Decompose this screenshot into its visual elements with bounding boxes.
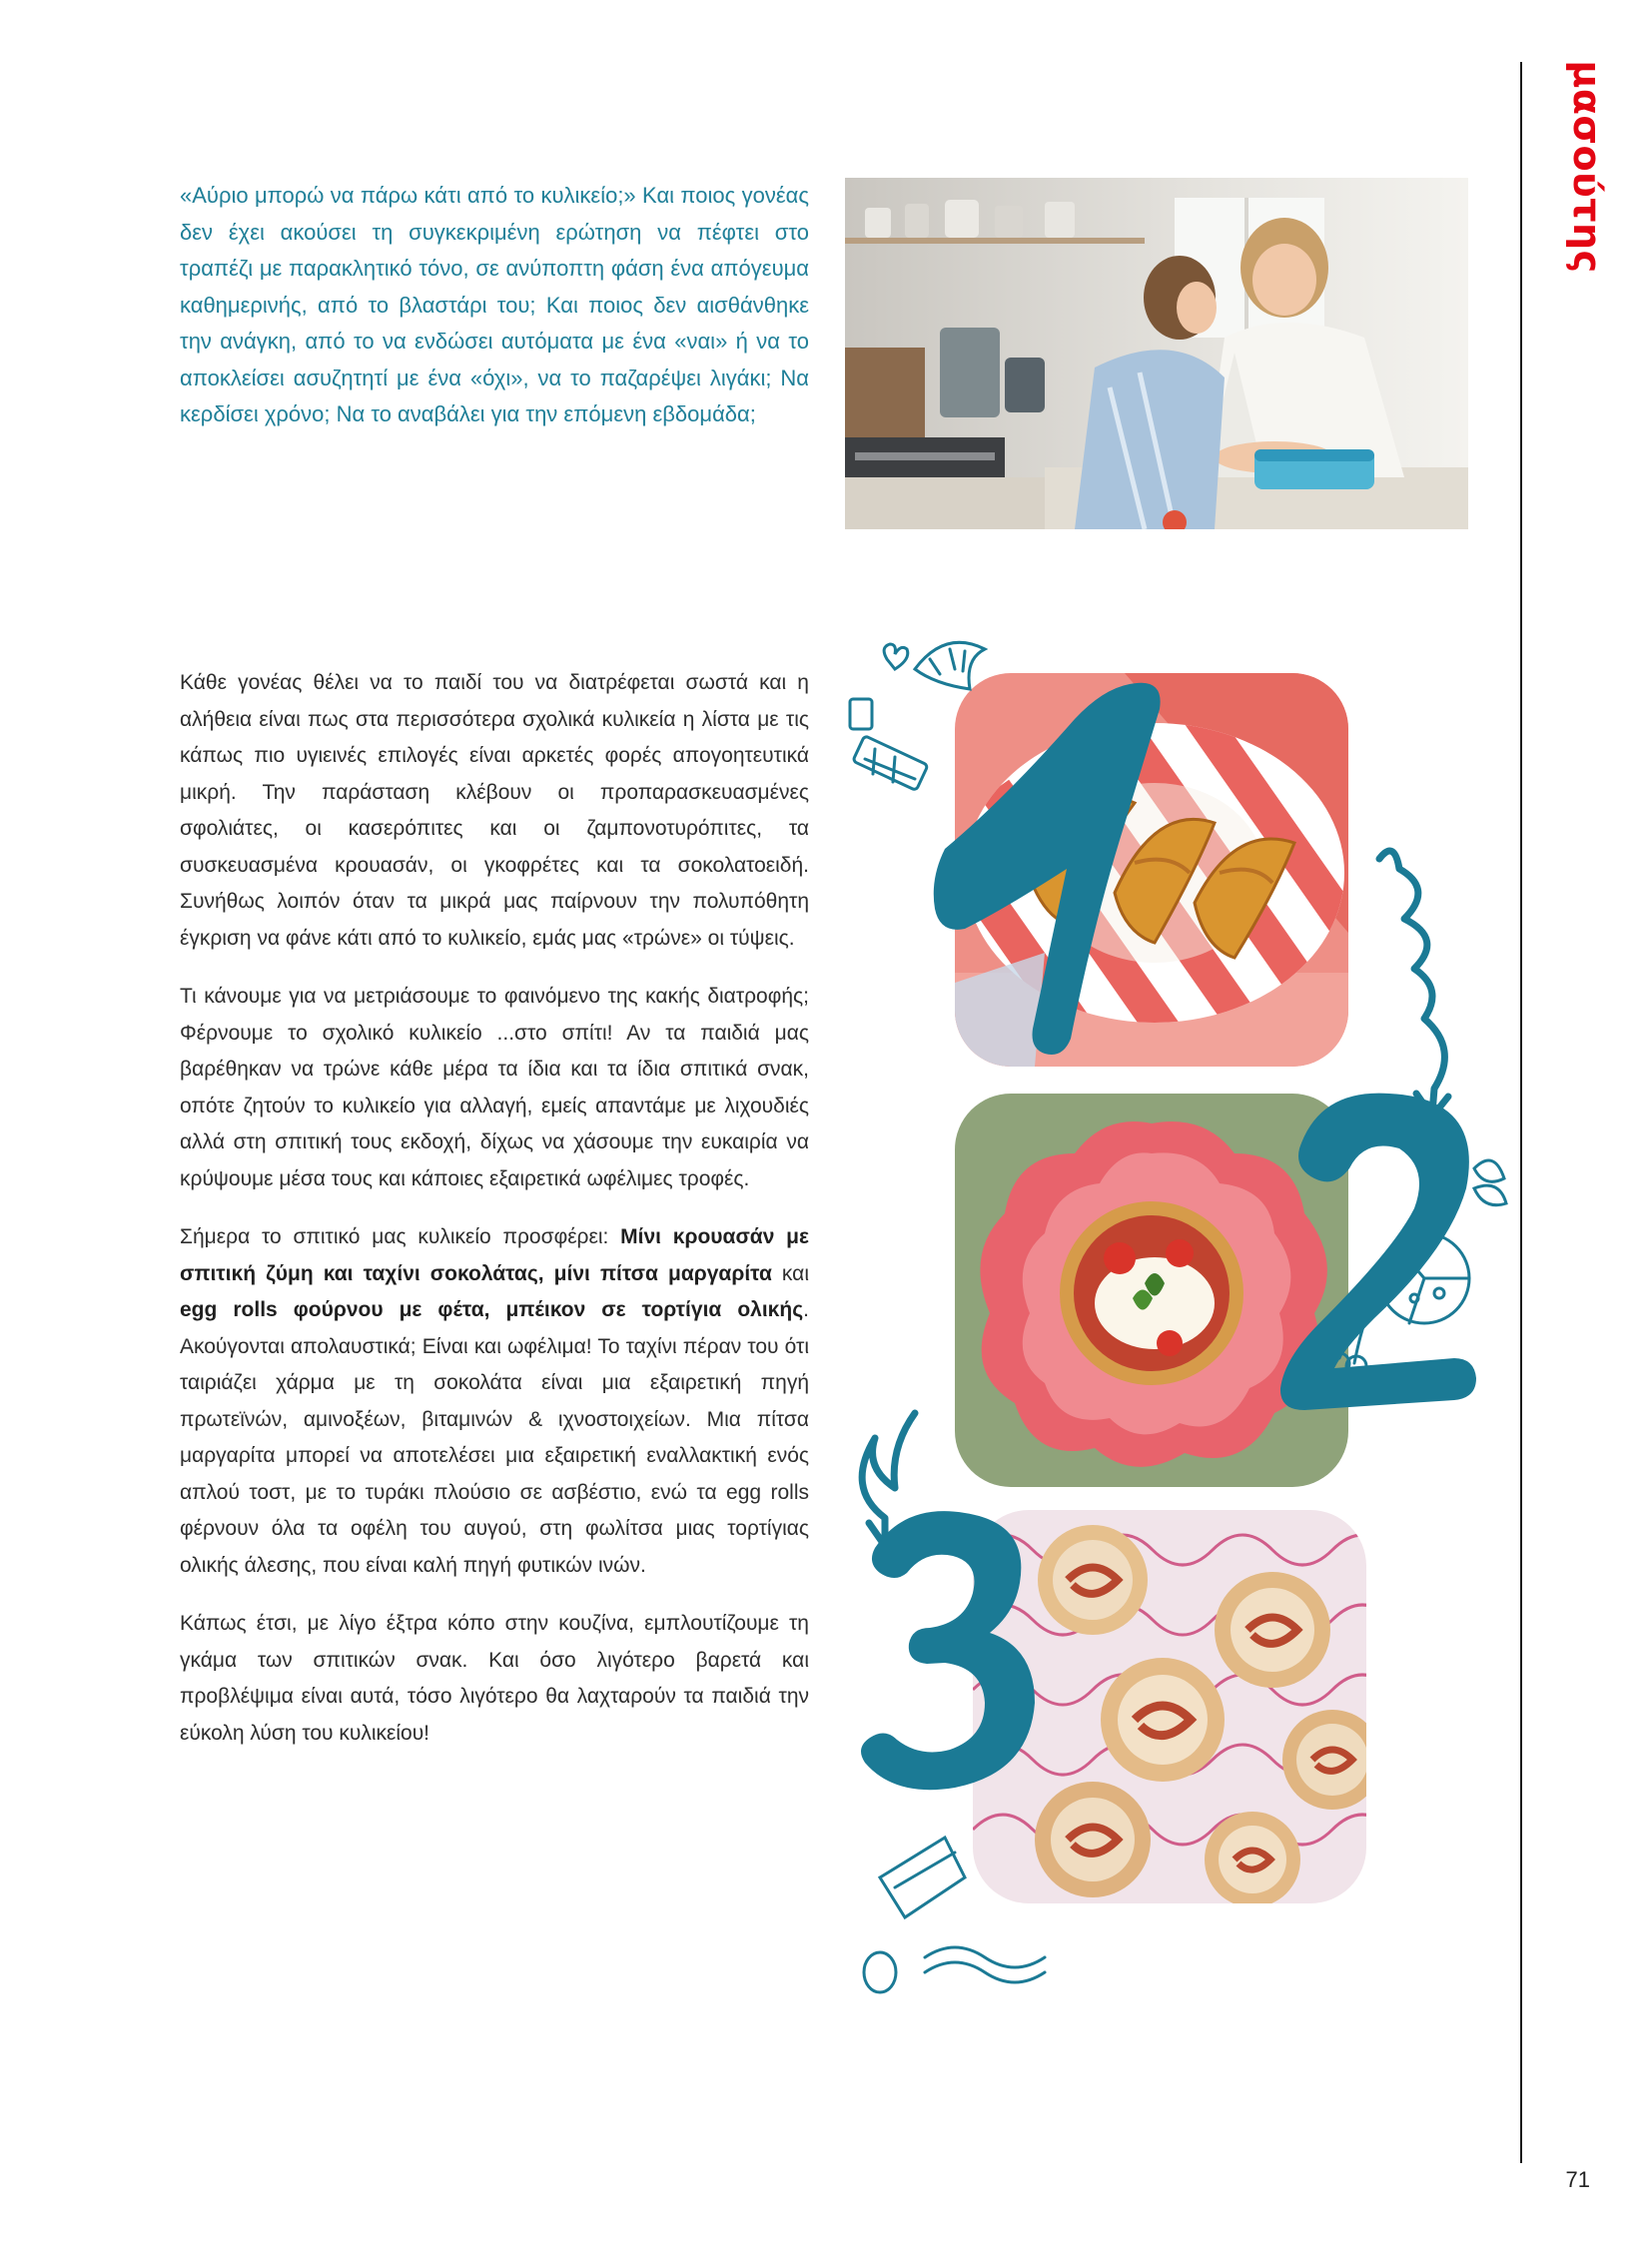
- milk-box-doodle-icon: [850, 699, 872, 729]
- kitchen-photo: [845, 178, 1468, 529]
- bacon-doodle-icon: [925, 1947, 1045, 1982]
- paragraph-3: [180, 1219, 809, 1584]
- p3-text-3: . Ακούγονται απολαυστικά; Είναι και ωφέλιμα! Το ταχίνι πέραν του ότι ταιριάζει χάρμα με τη σοκολάτα είναι μια εξαιρετική πηγή πρωτεϊνών, αμινοξέων, βιταμινών & ιχνοστοιχείων. Μια πίτσα μαργαρίτα μπορεί να αποτελέσει μια εξαιρετική εναλλακτική ενός απλού τοστ, με το τυράκι πλούσιο σε ασβέστιο, ενώ τα egg rolls φέρνουν όλα τα οφέλη του αυγού, στη φωλίτσα μιας τορτίγιας ολικής άλεσης, που είναι καλή πηγή φυτικών ινών.: [180, 1298, 809, 1577]
- paragraph-1: Κάθε γονέας θέλει να το παιδί του να διατρέφεται σωστά και η αλήθεια είναι πως στα περισσότερα σχολικά κυλικεία η λίστα με τις κάπως πιο υγιεινές επιλογές είναι αρκετές φορές απογοητευτικά μικρή. Την παράσταση κλέβουν οι προπαρασκευασμένες σφολιάτες, οι κασερόπιτες και οι ζαμπονοτυρόπιτες, τα συσκευασμένα κρουασάν, οι γκοφρέτες και τα σοκολατοειδή. Συνήθως λοιπόν όταν τα μικρά μας παίρνουν την πολυπόθητη έγκριση να φάνε κάτι από το κυλικείο, εμάς μας «τρώνε» οι τύψεις.: [180, 671, 809, 950]
- chocolate-bar-doodle-icon: [853, 736, 928, 791]
- paragraph-4: Κάπως έτσι, με λίγο έξτρα κόπο στην κουζίνα, εμπλουτίζουμε τη γκάμα των σπιτικών σνακ. Και όσο λιγότερο βαρετά και προβλέψιμα είναι αυτά, τόσο λιγότερο θα λαχταρούν τα παιδιά την εύκολη λύση του κυλικείου!: [180, 1612, 809, 1745]
- wrap-doodle-icon: [880, 1838, 965, 1917]
- p3-bold-1: Μίνι κρουασάν με σπιτική ζύμη και ταχίνι σοκολάτας, μίνι πίτσα μαργαρίτα: [180, 1225, 809, 1285]
- number-2-glyph: [1280, 1094, 1476, 1410]
- page-number: 71: [1565, 2167, 1590, 2192]
- egg-doodle-icon: [864, 1952, 896, 1992]
- paragraph-2: Τι κάνουμε για να μετριάσουμε το φαινόμενο της κακής διατροφής; Φέρνουμε το σχολικό κυλικείο ...στο σπίτι! Αν τα παιδιά μας βαρέθηκαν να τρώνε κάθε μέρα τα ίδια και τα ίδια σπιτικά σνακ, οπότε ζητούν το κυλικείο για αλλαγή, εμείς απαντάμε με λιχουδιές αλλά στη σπιτική τους εκδοχή, δίχως να χάσουμε την ευκαιρία να κρύψουμε μέσα τους και κάποιες εξαιρετικά ωφέλιμες τροφές.: [180, 985, 809, 1190]
- brand-wordmark: μασούτης: [1565, 60, 1609, 274]
- heart-doodle-icon: [884, 644, 908, 669]
- kitchen-illustration: [845, 178, 1468, 529]
- article-body: [180, 665, 809, 1774]
- p3-text-2: και: [771, 1261, 809, 1285]
- leaf-doodle-icon: [1474, 1160, 1506, 1205]
- brand-logo: [1562, 62, 1612, 272]
- number-3-glyph: [861, 1511, 1035, 1790]
- number-1-glyph: [934, 683, 1161, 1055]
- doodles-overlay: [835, 589, 1524, 2087]
- p3-bold-2: egg rolls φούρνου με φέτα, μπέικον σε τορτίγια ολικής: [180, 1298, 804, 1321]
- p3-text-1: Σήμερα το σπιτικό μας κυλικείο προσφέρει:: [180, 1225, 621, 1248]
- arrow-1-to-2-icon: [1379, 851, 1444, 1114]
- intro-paragraph: «Αύριο μπορώ να πάρω κάτι από το κυλικείο;» Και ποιος γονέας δεν έχει ακούσει τη συγκεκριμένη ερώτηση να πέφτει στο τραπέζι με παρακλητικό τόνο, σε ανύποπτη φάση ένα απόγευμα καθημερινής, από το βλαστάρι του; Και ποιος δεν αισθάνθηκε την ανάγκη, από το να ενδώσει αυτόματα με ένα «ναι» ή να το αποκλείσει ασυζητητί με ένα «όχι», να το παζαρέψει λιγάκι; Να κερδίσει χρόνο; Να το αναβάλει για την επόμενη εβδομάδα;: [180, 183, 809, 426]
